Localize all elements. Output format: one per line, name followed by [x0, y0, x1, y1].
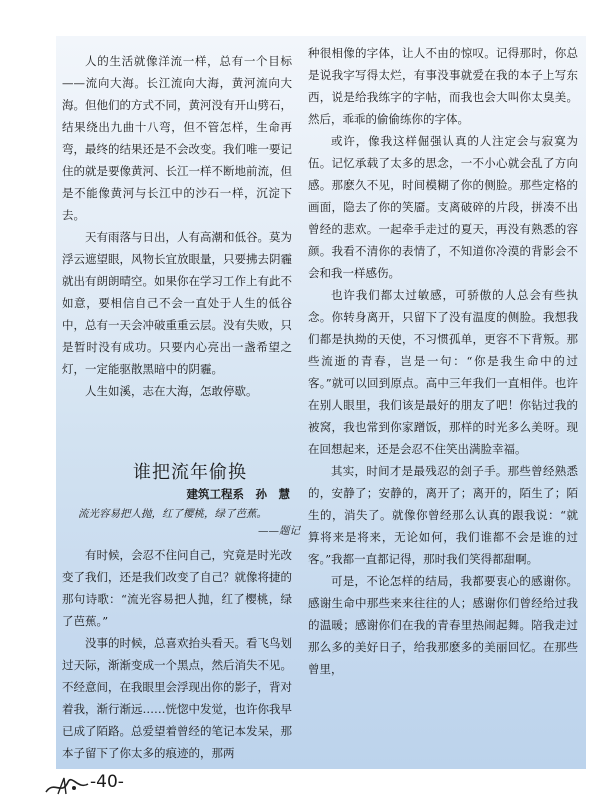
paragraph: 天有雨落与日出，人有高潮和低谷。莫为浮云遮望眼，风物长宜放眼量，只要拂去阴霾就出有朗朗晴空。如果你在学习工作上有此不如意，要相信自己不会一直处于人生的低谷中，总有一天会冲破重重云层。没有失败，只是暂时没有成功。只要内心亮出一盏希望之灯，一定能驱散黑暗中的阴霾。	[62, 230, 292, 376]
right-column	[308, 42, 578, 680]
page-number: -40-	[90, 772, 124, 792]
left-column	[62, 50, 292, 402]
article-title: 谁把流年偷换	[133, 462, 247, 483]
paragraph: 没事的时候，总喜欢抬头看天。看飞鸟划过天际，渐渐变成一个黑点，然后消失不见。不经意间，在我眼里会浮现出你的影子，背对着我，渐行渐远……恍惚中发觉，也许你我早已成了陌路。总爱望着曾经的笔记本发呆，那本子留下了你太多的痕迹的，那两	[62, 636, 292, 760]
article-byline: 建筑工程系 孙 慧	[186, 487, 290, 501]
paragraph: 其实，时间才是最残忍的刽子手。那些曾经熟悉的，安静了；安静的，离开了；离开的，陌生了；陌生的，消失了。就像你曾经那么认真的跟我说：“就算将来是将来，无论如何，我们谁都不会是谁的过客。”我都一直都记得，那时我们笑得都甜啊。	[308, 464, 578, 566]
epigraph-source: ——题记	[258, 525, 300, 537]
paragraph: 有时候，会忍不住问自己，究竟是时光改变了我们，还是我们改变了自己？就像将捷的那句诗歌：“流光容易把人抛，红了樱桃，绿了芭蕉。”	[62, 548, 292, 628]
epigraph: 流光容易把人抛，红了樱桃，绿了芭蕉。	[78, 508, 267, 520]
ornament-icon	[44, 774, 90, 796]
paragraph: 种很相像的字体，让人不由的惊叹。记得那时，你总是说我字写得太烂，有事没事就爱在我的本子上写东西，说是给我练字的字帖，而我也会大叫你太臭美。然后，乖乖的偷偷练你的字体。	[308, 46, 578, 126]
page-footer	[44, 772, 244, 800]
paragraph: 可是，不论怎样的结局，我都要衷心的感谢你。感谢生命中那些来来往往的人；感谢你们曾经给过我的温暖；感谢你们在我的青春里热闹起舞。陪我走过那么多的美好日子，给我那麽多的美丽回忆。在那些曾里，	[308, 574, 578, 676]
paragraph: 人的生活就像洋流一样，总有一个目标——流向大海。长江流向大海，黄河流向大海。但他们的方式不同，黄河没有开山劈石，结果绕出九曲十八弯，但不管怎样，生命再弯，最终的结果还是不会改变。我们唯一要记住的就是要像黄河、长江一样不断地前流，但是不能像黄河与长江中的沙石一样，沉淀下去。	[62, 54, 292, 222]
paragraph: 或许，像我这样倔强认真的人注定会与寂寞为伍。记忆承载了太多的思念，一不小心就会乱了方向感。那麽久不见，时间模糊了你的侧脸。那些定格的画面，隐去了你的笑靥。支离破碎的片段，拼凑不出曾经的悲欢。一起牵手走过的夏天，再没有熟悉的容颜。我看不清你的表情了，不知道你冷漠的背影会不会和我一样感伤。	[308, 134, 578, 280]
article-body-left	[62, 544, 292, 764]
paragraph: 也许我们都太过敏感，可骄傲的人总会有些执念。你转身离开，只留下了没有温度的侧脸。我想我们都是执拗的天使，不习惯孤单，更容不下背叛。那些流逝的青春，岂是一句：“你是我生命中的过客。”就可以回到原点。高中三年我们一直相伴。也许在别人眼里，我们该是最好的朋友了吧！你钻过我的被窝，我也常到你家蹭饭，那样的时光多么美呀。现在回想起来，还是会忍不住笑出满脸幸福。	[308, 288, 578, 456]
paragraph: 人生如溪，志在大海，怎敢停歇。	[85, 384, 258, 398]
